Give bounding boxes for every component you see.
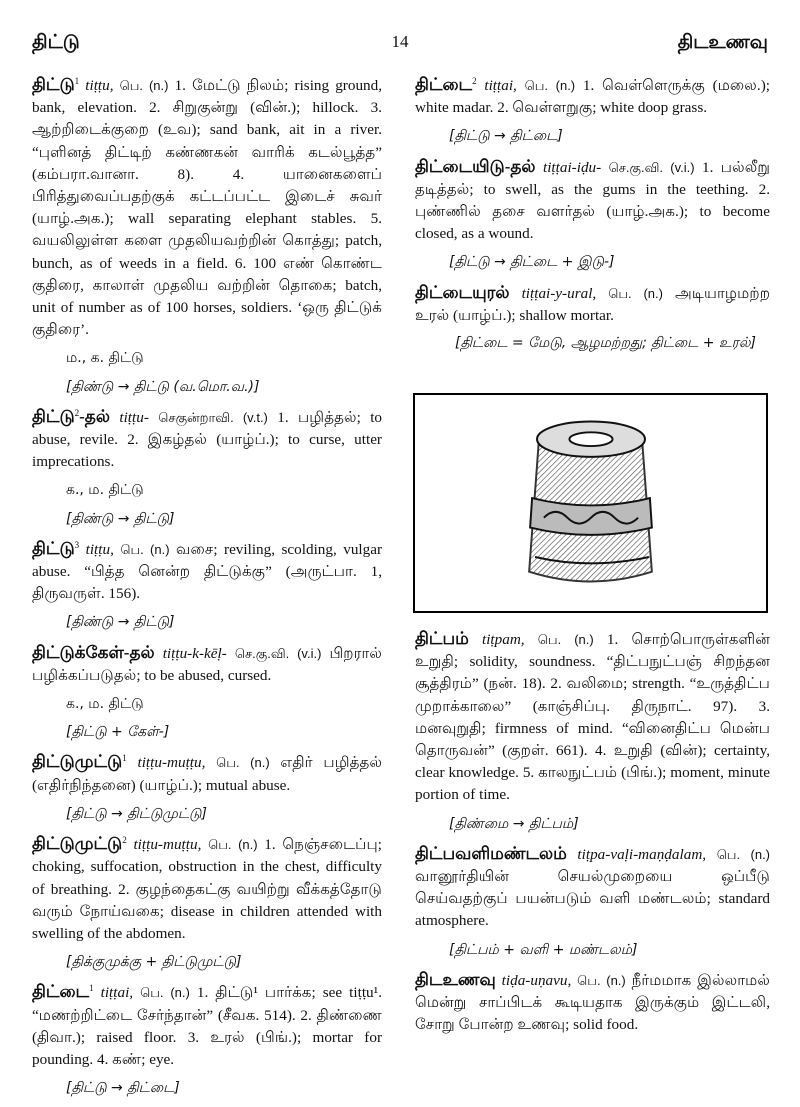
definition: அடியாழமற்ற உரல் (யாழ்ப்.); shallow mortar.	[415, 284, 771, 324]
cognates: க., ம. திட்டு	[66, 482, 144, 499]
entry-tittu-muttu-1	[32, 751, 382, 796]
headword: திட்பம்	[415, 629, 469, 648]
grammar-tag: பெ. (n.)	[537, 632, 594, 647]
transliteration: tiṭṭu,	[85, 540, 114, 558]
headword: திட்டுக்கேள்-தல்	[32, 642, 155, 662]
etymology: [திட்டு → திட்டை]	[449, 128, 563, 145]
homonym-number: 1	[89, 983, 94, 994]
transliteration: tiṭpam,	[481, 631, 525, 648]
etymology: [திக்குமுக்கு + திட்டுமுட்டு]	[66, 954, 242, 971]
headword: திட்டுமுட்டு	[32, 752, 123, 772]
grammar-tag: பெ. (n.)	[119, 78, 169, 93]
definition: நீர்மமாக இல்லாமல் மென்று சாப்பிடக் கூடியதாக இருக்கும் இட்டலி, சோறு போன்ற உணவு; solid food.	[415, 971, 771, 1034]
left-column	[32, 74, 382, 1107]
headword: திடஉணவு	[415, 969, 496, 989]
transliteration: tiṭṭai,	[100, 984, 134, 1002]
homonym-number: 2	[122, 835, 127, 846]
transliteration: tiṭṭai,	[484, 77, 517, 94]
headword: திட்டை	[32, 982, 90, 1002]
transliteration: tiṭṭu,	[85, 77, 114, 94]
entry-tittai-1	[32, 981, 382, 1071]
entry-tittai-idu	[415, 156, 770, 246]
headword: திட்பவளிமண்டலம்	[415, 843, 567, 863]
definition: எதிர் பழித்தல் (எதிர்நிந்தனை) (யாழ்ப்.); mutual abuse.	[32, 754, 383, 794]
grammar-tag: பெ. (n.)	[716, 846, 771, 862]
definition: 1. நெஞ்சடைப்பு; choking, suffocation, obstruction in the chest, difficulty of breathing. 2. குழந்தைகட்கு வயிற்று வீக்கத்தோடு வரும் நோய்வகை; disease in children attended with swelling of the abdomen.	[32, 836, 382, 942]
headword: திட்டு	[32, 538, 75, 558]
homonym-number: 3	[74, 539, 80, 550]
transliteration: tiṭṭu-	[119, 408, 149, 426]
definition: 1. மேட்டு நிலம்; rising ground, bank, elevation. 2. சிறுகுன்று (வின்.); hillock. 3. ஆற்றிடைக்குறை (உவ); sand bank, ait in a river. “புளினத் திட்டிற் கண்ணகன் வாரிக் கடல்பூத்த” (கம்பரா.வானா. 8). 4. யானைகளைப் பிரித்துவைப்பதற்குக் கட்டப்பட்ட இடைச் சுவர் (யாழ்.அக.); wall separating elephant stables. 5. வயலிலுள்ள களை முதலியவற்றின் கொத்து; patch, bunch, as of weeds in a field. 6. 100 எண் கொண்ட குதிரை, காலாள் முதலிய வற்றின் தொகை; batch, unit of number as of 100 horses, soldiers. ‘ஒரு திட்டுக் குதிரை’.	[32, 77, 383, 339]
definition: பிறரால் பழிக்கப்படுதல்; to be abused, cursed.	[32, 644, 383, 684]
mortar-illustration	[413, 393, 768, 613]
headword: திட்டையுரல்	[415, 282, 510, 302]
grammar-tag: செ.கு.வி. (v.i.)	[234, 645, 322, 661]
page-number: 14	[391, 32, 409, 51]
etymology: [திட்டு → திட்டை]	[66, 1080, 180, 1097]
headword: திட்டுமுட்டு	[32, 834, 123, 854]
transliteration: tiṭṭu-muṭṭu,	[133, 836, 202, 854]
headword: திட்டை	[415, 75, 473, 94]
etymology: [திண்டு → திட்டு]	[66, 510, 175, 527]
grammar-tag: பெ. (n.)	[208, 837, 258, 853]
transliteration: tiḍa-uṇavu,	[501, 971, 572, 989]
cognates: ம., க. திட்டு	[66, 350, 144, 367]
entry-tittai-y-ural	[415, 282, 770, 327]
entry-titpa-vali-mandalam	[415, 843, 770, 933]
entry-titpam	[415, 628, 770, 807]
cognates: க., ம. திட்டு	[66, 696, 144, 713]
headword: திட்டு	[32, 406, 75, 426]
entry-tittu-3	[32, 538, 382, 606]
entry-tittai-2	[415, 74, 770, 119]
transliteration: tiṭṭu-k-kēḷ-	[162, 644, 227, 662]
headword: திட்டு	[32, 75, 75, 94]
grammar-tag: பெ. (n.)	[577, 972, 626, 988]
homonym-number: 2	[472, 75, 477, 86]
transliteration: tiṭṭu-muṭṭu,	[137, 754, 206, 772]
entry-tittu-k-kel	[32, 642, 382, 687]
definition: 1. பழித்தல்; to abuse, revile. 2. இகழ்தல் (யாழ்ப்.); to curse, utter imprecations.	[32, 408, 383, 471]
homonym-number: 2	[74, 407, 80, 418]
homonym-number: 1	[74, 75, 80, 86]
definition: 1. திட்டு¹ பார்க்க; see tiṭṭu¹. “மணற்றிட்டை சேர்ந்தான்” (சீவக. 514). 2. திண்ணை (திவா.); raised floor. 3. உரல் (பிங்.); mortar for pounding. 4. கண்; eye.	[32, 984, 382, 1068]
entry-tittu-2	[32, 406, 382, 474]
etymology: [திட்பம் + வளி + மண்டலம்]	[449, 941, 638, 958]
running-head-left: திட்டு	[32, 32, 80, 53]
definition: 1. பல்லீறு தடித்தல்; to swell, as the gums in the teething. 2. புண்ணில் தசை வளர்தல் (யாழ்.அக.); to become closed, as a wound.	[415, 158, 771, 243]
definition: வானூர்தியின் செயல்முறையை ஒப்பீடு செய்வதற்குப் பயன்படும் வளி மண்டலம்; standard atmosphere.	[415, 868, 770, 930]
grammar-tag: பெ. (n.)	[140, 985, 190, 1001]
transliteration: tiṭṭai-iḍu-	[542, 158, 602, 176]
entry-tida-unavu	[415, 969, 770, 1037]
running-head-right: திடஉணவு	[677, 32, 768, 53]
entry-tittu-muttu-2	[32, 833, 382, 945]
grammar-tag: பெ. (n.)	[120, 541, 170, 557]
homonym-number: 1	[122, 753, 127, 764]
etymology: [திட்டு + கேள்-]	[66, 724, 170, 741]
grammar-tag: பெ. (n.)	[216, 755, 270, 771]
grammar-tag: பெ. (n.)	[608, 285, 663, 301]
etymology: [திட்டு → திட்டை + இடு-]	[449, 254, 615, 271]
etymology: [திண்டு → திட்டு (வ.மொ.வ.)]	[66, 378, 260, 395]
headword-suffix: -தல்	[79, 406, 110, 426]
etymology: [திட்டு → திட்டுமுட்டு]	[66, 805, 207, 822]
grammar-tag: செகுன்றாவி. (v.t.)	[158, 409, 268, 425]
definition: வசை; reviling, scolding, vulgar abuse. “பித்த னென்ற திட்டுக்கு” (அருட்பா. 1, திருவருள். 156).	[32, 540, 383, 603]
grammar-tag: பெ. (n.)	[524, 78, 576, 93]
definition: 1. வெள்ளெருக்கு (மலை.); white madar. 2. வெள்ளறுகு; white doop grass.	[415, 77, 770, 117]
transliteration: tiṭṭai-y-ural,	[521, 284, 597, 302]
grammar-tag: செ.கு.வி. (v.i.)	[608, 159, 695, 175]
etymology: [திண்டு → திட்டு]	[66, 614, 175, 631]
etymology: [திண்மை → திட்பம்]	[449, 815, 579, 832]
right-column	[415, 74, 770, 361]
etymology: [திட்டை = மேடு, ஆழமற்றது; திட்டை + உரல்]	[455, 335, 756, 352]
mortar-drawing	[415, 395, 766, 611]
entry-tittu-1	[32, 74, 382, 341]
right-column-lower	[415, 628, 770, 1042]
transliteration: tiṭpa-vaḷi-maṇḍalam,	[577, 845, 707, 863]
definition: 1. சொற்பொருள்களின் உறுதி; solidity, soundness. “திட்பநுட்பஞ் சிறந்தன சூத்திரம்” (நன். 18). 2. வலிமை; strength. “உருத்திட்ப முறாக்காலை” (காஞ்சிப்பு. திருநாட். 97). 3. மனவுறுதி; firmness of mind. “வினைதிட்ப மென்ப தொருவன்” (குறள். 661). 4. உறுதி (வின்); certainty, clear knowledge. 5. காலநுட்பம் (பிங்.); moment, minute portion of time.	[415, 631, 771, 804]
headword: திட்டையிடு-தல்	[415, 156, 536, 176]
